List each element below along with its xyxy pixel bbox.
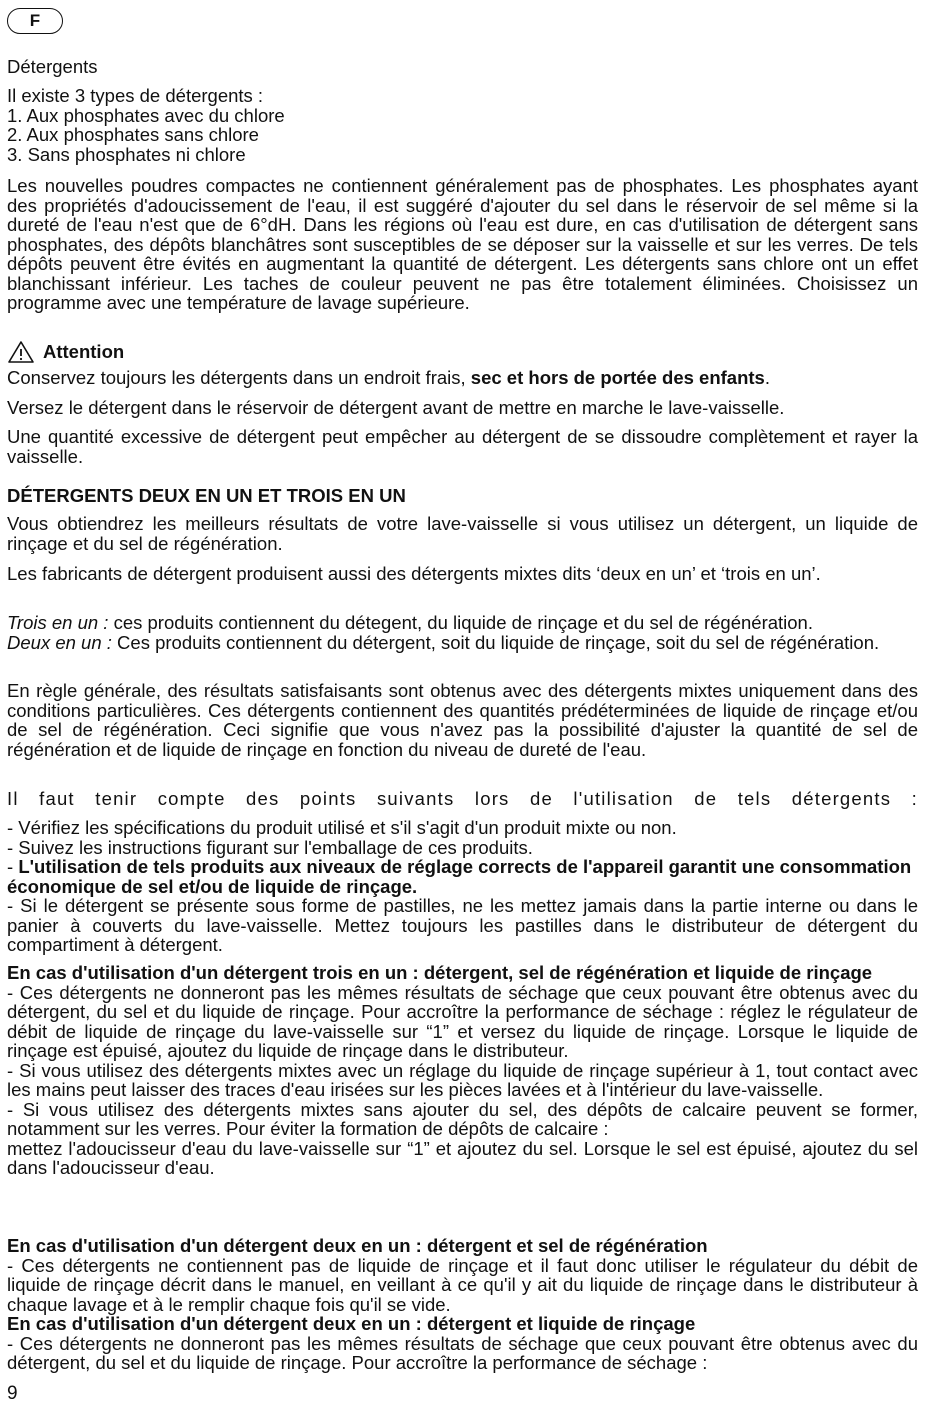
attention-label: Attention xyxy=(43,341,125,363)
mixed-detergent-definitions xyxy=(7,613,918,652)
section-heading: DÉTERGENTS DEUX EN UN ET TROIS EN UN xyxy=(7,485,406,506)
page-title: Détergents xyxy=(7,56,98,77)
page-number: 9 xyxy=(7,1383,18,1404)
attention-heading xyxy=(7,340,918,364)
language-badge: F xyxy=(7,8,63,34)
list-item: - Ces détergents ne contiennent pas de liquide de rinçage et il faut donc utiliser le régulateur du débit de liquide de rinçage décrit dans le manuel, en veillant à ce qu'il y ait du liquide de rinçage dans le distributeur à chaque lavage et à le remplir chaque fois qu'il se vide. xyxy=(7,1254,918,1315)
points-intro: Il faut tenir compte des points suivants lors de l'utilisation de tels détergents : xyxy=(7,788,918,809)
trois-en-un-label: Trois en un : xyxy=(7,612,109,633)
list-item: - Si le détergent se présente sous forme de pastilles, ne les mettez jamais dans la partie interne ou dans le panier à couverts du lave-vaisselle. Mettez toujours les pastilles dans le distributeur de détergent du compartiment à détergent. xyxy=(7,895,918,955)
list-item: 2. Aux phosphates sans chlore xyxy=(7,124,259,145)
general-rule-paragraph: En règle générale, des résultats satisfaisants sont obtenus avec des détergents mixtes uniquement dans des conditions particulières. Ces détergents contiennent des quantités prédéterminées de liquide de rinçage et/ou de sel de régénération. Ceci signifie que vous n'avez pas la possibilité d'ajuster la quantité de sel de régénération et de liquide de rinçage en fonction du niveau de dureté de l'eau. xyxy=(7,680,918,760)
list-item: mettez l'adoucisseur d'eau du lave-vaisselle sur “1” et ajoutez du sel. Lorsque le sel est épuisé, ajoutez du sel dans l'adoucisseur d'eau. xyxy=(7,1137,918,1178)
list-item: - Suivez les instructions figurant sur l'emballage de ces produits. xyxy=(7,836,533,858)
list-item: - L'utilisation de tels produits aux niveaux de réglage corrects de l'appareil garantit une consommation économique de sel et/ou de liquide de rinçage. xyxy=(7,856,912,897)
deux-en-un-sel-heading: En cas d'utilisation d'un détergent deux en un : détergent et sel de régénération xyxy=(7,1235,708,1256)
detergent-types xyxy=(7,86,918,164)
trois-en-un-text: ces produits contiennent du détegent, du liquide de rinçage et du sel de régénération. xyxy=(108,612,813,633)
list-item: 3. Sans phosphates ni chlore xyxy=(7,143,246,165)
list-item: 1. Aux phosphates avec du chlore xyxy=(7,104,285,126)
list-item: - Si vous utilisez des détergents mixtes avec un réglage du liquide de rinçage supérieur à 1, tout contact avec les mains peut laisser des traces d'eau irisées sur les pièces lavées et à l'intérieur du lave-vaisselle. xyxy=(7,1059,918,1100)
deux-en-un-liquide-heading: En cas d'utilisation d'un détergent deux en un : détergent et liquide de rinçage xyxy=(7,1313,696,1334)
deux-en-un-label: Deux en un : xyxy=(7,631,112,653)
warning-triangle-icon xyxy=(7,340,35,364)
points-list xyxy=(7,818,918,955)
attention-excess-note: Une quantité excessive de détergent peut empêcher au détergent de se dissoudre complètement et rayer la vaisselle. xyxy=(7,426,918,467)
trois-en-un-case xyxy=(7,963,918,1178)
list-item: - Vérifiez les spécifications du produit utilisé et s'il s'agit d'un produit mixte ou non. xyxy=(7,817,677,838)
deux-en-un-sel-case xyxy=(7,1236,918,1373)
deux-en-un-text: Ces produits contiennent du détergent, soit du liquide de rinçage, soit du sel de régénération. xyxy=(111,631,880,653)
list-item: - Si vous utilisez des détergents mixtes sans ajouter du sel, des dépôts de calcaire peuvent se former, notamment sur les verres. Pour éviter la formation de dépôts de calcaire : xyxy=(7,1098,918,1139)
compact-powder-paragraph: Les nouvelles poudres compactes ne contiennent généralement pas de phosphates. Les phosphates ayant des propriétés d'adoucissement de l'eau, il est suggéré d'ajouter du sel dans le réservoir de sel même si la dureté de l'eau n'est que de 6°dH. Dans les régions où l'eau est dure, en cas d'utilisation de détergent sans phosphates, des dépôts blanchâtres sont susceptibles de se déposer sur la vaisselle et sur les verres. De tels dépôts peuvent être évités en augmentant la quantité de détergent. Les détergents sans chlore ont un effet blanchissant inférieur. Les taches de couleur peuvent ne pas être totalement éliminées. Choisissez un programme avec une température de lavage supérieure. xyxy=(7,175,918,313)
attention-storage-note: Conservez toujours les détergents dans un endroit frais, sec et hors de portée des enfants. xyxy=(7,367,770,388)
manufacturers-paragraph: Les fabricants de détergent produisent aussi des détergents mixtes dits ‘deux en un’ et ‘trois en un’. xyxy=(7,563,821,584)
types-intro: Il existe 3 types de détergents : xyxy=(7,85,264,106)
list-item: - Ces détergents ne donneront pas les mêmes résultats de séchage que ceux pouvant être obtenus avec du détergent, du sel et du liquide de rinçage. Pour accroître la performance de séchage : réglez le régulateur de débit de liquide de rinçage du lave-vaisselle sur “1” et versez du liquide de rinçage. Lorsque le liquide de rinçage est épuisé, ajoutez du liquide de rinçage dans le distributeur. xyxy=(7,981,918,1061)
trois-en-un-heading: En cas d'utilisation d'un détergent trois en un : détergent, sel de régénération et liquide de rinçage xyxy=(7,962,873,983)
attention-pour-note: Versez le détergent dans le réservoir de détergent avant de mettre en marche le lave-vaisselle. xyxy=(7,397,785,418)
best-results-paragraph: Vous obtiendrez les meilleurs résultats de votre lave-vaisselle si vous utilisez un détergent, un liquide de rinçage et du sel de régénération. xyxy=(7,513,918,554)
list-item: - Ces détergents ne donneront pas les mêmes résultats de séchage que ceux pouvant être obtenus avec du détergent, du sel et du liquide de rinçage. Pour accroître la performance de séchage : xyxy=(7,1332,918,1373)
